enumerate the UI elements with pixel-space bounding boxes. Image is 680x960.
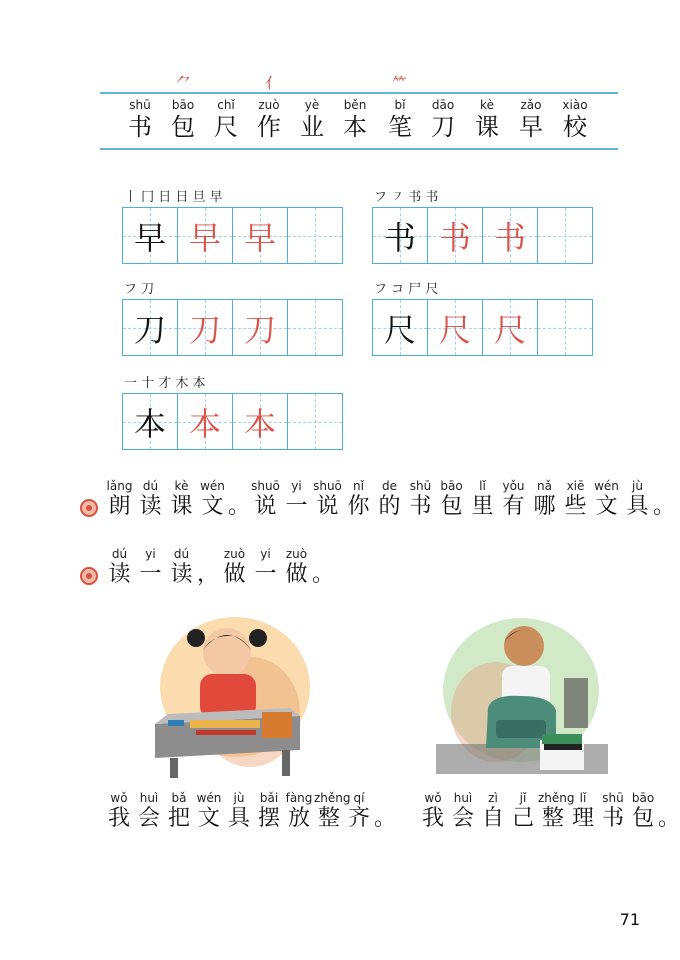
hanzi: 会: [137, 806, 160, 831]
hanzi: 读: [139, 494, 162, 519]
writing-grid-chi: [372, 299, 593, 356]
hanzi: 说: [316, 494, 339, 519]
hanzi: 具: [227, 806, 250, 831]
word: [284, 790, 314, 832]
pinyin: xiē: [566, 479, 585, 493]
word: [281, 478, 312, 520]
hanzi: 具: [626, 494, 649, 519]
word: [104, 478, 135, 520]
pinyin: kè: [174, 479, 189, 493]
pinyin: fàng: [285, 791, 313, 805]
grid-cell-trace: 书: [428, 208, 483, 263]
word: [314, 790, 351, 832]
grid-cell-empty[interactable]: [538, 208, 592, 263]
word: [281, 546, 312, 588]
vocab-word: [382, 97, 418, 141]
exercise-do-text: [104, 546, 334, 588]
hanzi: 包: [171, 113, 195, 141]
word: [219, 546, 250, 588]
vocab-word: [337, 97, 373, 141]
pinyin: [374, 790, 392, 806]
hanzi: 做: [223, 562, 246, 587]
vocab-bottom-line: [100, 148, 618, 150]
vocab-row: [0, 97, 680, 147]
word: [653, 478, 675, 520]
grid-cell-trace: 尺: [483, 300, 538, 355]
pinyin: zhěng: [314, 791, 351, 805]
pinyin: zuò: [285, 547, 308, 561]
hanzi: 课: [475, 113, 499, 141]
radical-1: ⺈: [176, 74, 192, 92]
pinyin: yè: [304, 98, 320, 112]
word: [104, 546, 135, 588]
pinyin: dú: [173, 547, 190, 561]
pinyin: zì: [488, 791, 498, 805]
pinyin: wén: [200, 479, 225, 493]
hanzi: 文: [201, 494, 224, 519]
grid-cell-trace: 本: [178, 394, 233, 449]
word: [529, 478, 560, 520]
grid-cell-model: 本: [123, 394, 178, 449]
hanzi: 一: [139, 562, 162, 587]
word: [312, 546, 334, 588]
vocab-word: [513, 97, 549, 141]
word: [478, 790, 508, 832]
vocab-word: [208, 97, 244, 141]
hanzi: 齐: [347, 806, 370, 831]
word: [498, 478, 529, 520]
grid-cell-trace: 早: [233, 208, 288, 263]
hanzi: 文: [197, 806, 220, 831]
hanzi: 。: [312, 562, 335, 587]
grid-cell-model: 刀: [123, 300, 178, 355]
pinyin: nǎ: [537, 479, 552, 493]
stroke-order-dao: フ 刀: [124, 282, 155, 297]
hanzi: 自: [481, 806, 504, 831]
pinyin: lǐ: [479, 479, 486, 493]
hanzi: 。: [658, 806, 680, 831]
pinyin: bāo: [171, 98, 195, 112]
hanzi: 说: [254, 494, 277, 519]
pinyin: bǎi: [259, 791, 279, 805]
hanzi: 整: [541, 806, 564, 831]
pinyin: qí: [353, 791, 365, 805]
word: [508, 790, 538, 832]
word: [568, 790, 598, 832]
grid-cell-trace: 刀: [233, 300, 288, 355]
hanzi: 有: [502, 494, 525, 519]
hanzi: 会: [451, 806, 474, 831]
exercise-read-text: [104, 478, 675, 520]
pinyin: yǒu: [502, 479, 525, 493]
word: [343, 478, 374, 520]
hanzi: 文: [595, 494, 618, 519]
exercise-bullet-icon: [80, 567, 98, 585]
word: [418, 790, 448, 832]
word: [658, 790, 680, 832]
pinyin: chǐ: [217, 98, 235, 112]
vocab-word: [251, 97, 287, 141]
writing-grid-dao: [122, 299, 343, 356]
word: [166, 478, 197, 520]
hanzi: 里: [471, 494, 494, 519]
word: [135, 478, 166, 520]
word: [197, 546, 219, 588]
word: [622, 478, 653, 520]
word: [135, 546, 166, 588]
hanzi: 的: [378, 494, 401, 519]
word: [538, 790, 575, 832]
word: [344, 790, 374, 832]
pinyin: [658, 790, 676, 806]
hanzi: 早: [519, 113, 543, 141]
pinyin: kè: [480, 98, 494, 112]
hanzi: 课: [170, 494, 193, 519]
pinyin: jù: [233, 791, 245, 805]
hanzi: 己: [511, 806, 534, 831]
pinyin: huì: [139, 791, 159, 805]
vocab-word: [165, 97, 201, 141]
pinyin: [228, 478, 250, 494]
grid-cell-trace: 刀: [178, 300, 233, 355]
hanzi: 一: [285, 494, 308, 519]
hanzi: 摆: [257, 806, 280, 831]
pinyin: shū: [409, 479, 432, 493]
word: [194, 790, 224, 832]
word: [467, 478, 498, 520]
pinyin: bāo: [631, 791, 655, 805]
hanzi: 你: [347, 494, 370, 519]
word: [374, 790, 397, 832]
hanzi: 哪: [533, 494, 556, 519]
pinyin: yi: [291, 479, 302, 493]
grid-cell-model: 早: [123, 208, 178, 263]
pinyin: wén: [196, 791, 222, 805]
grid-cell-empty[interactable]: [288, 208, 342, 263]
pinyin: shuō: [313, 479, 342, 493]
pinyin: zǎo: [520, 98, 542, 112]
vocab-word: [425, 97, 461, 141]
pinyin: jù: [632, 479, 643, 493]
hanzi: 业: [300, 113, 324, 141]
hanzi: 。: [374, 806, 397, 831]
exercise-bullet-icon: [80, 499, 98, 517]
pinyin: jǐ: [519, 791, 527, 805]
caption-right: [418, 790, 680, 832]
vocab-word: [294, 97, 330, 141]
hanzi: 包: [440, 494, 463, 519]
word: [166, 546, 197, 588]
pinyin: bāo: [440, 479, 463, 493]
hanzi: 读: [170, 562, 193, 587]
word: [197, 478, 228, 520]
stroke-order-ben: 一 十 才 木 本: [124, 376, 206, 391]
hanzi: 作: [257, 113, 281, 141]
vocab-word: [122, 97, 158, 141]
pinyin: huì: [453, 791, 473, 805]
vocab-top-line: [100, 92, 618, 94]
hanzi: 理: [571, 806, 594, 831]
pinyin: wǒ: [110, 791, 128, 805]
word: [312, 478, 343, 520]
vocab-word: [557, 97, 593, 141]
stroke-order-zao: 丨 冂 日 日 旦 早: [124, 190, 223, 205]
hanzi: 书: [128, 113, 152, 141]
hanzi: 书: [601, 806, 624, 831]
hanzi: 做: [285, 562, 308, 587]
word: [224, 790, 254, 832]
hanzi: ，: [197, 562, 220, 587]
pinyin: xiào: [562, 98, 588, 112]
hanzi: 整: [317, 806, 340, 831]
writing-grid-shu: [372, 207, 593, 264]
hanzi: 把: [167, 806, 190, 831]
radical-2: 亻: [265, 74, 281, 92]
pinyin: dāo: [431, 98, 455, 112]
pinyin: shū: [129, 98, 151, 112]
grid-cell-model: 书: [373, 208, 428, 263]
girl-arranging-stationery-illustration: [150, 612, 310, 780]
hanzi: 些: [564, 494, 587, 519]
word: [250, 478, 281, 520]
word: [164, 790, 194, 832]
pinyin: zuò: [223, 547, 246, 561]
pinyin: lǎng: [106, 479, 133, 493]
grid-cell-trace: 早: [178, 208, 233, 263]
hanzi: 包: [631, 806, 654, 831]
hanzi: 笔: [388, 113, 412, 141]
pinyin: bǐ: [394, 98, 406, 112]
word: [628, 790, 658, 832]
pinyin: yi: [260, 547, 271, 561]
pinyin: [653, 478, 675, 494]
hanzi: 书: [409, 494, 432, 519]
hanzi: 刀: [431, 113, 455, 141]
pinyin: zhěng: [538, 791, 575, 805]
pinyin: nǐ: [353, 479, 364, 493]
pinyin: de: [382, 479, 397, 493]
stroke-order-chi: フ コ 尸 尺: [374, 282, 439, 297]
radical-3: ⺮: [392, 74, 408, 92]
pinyin: [312, 546, 334, 562]
hanzi: 我: [107, 806, 130, 831]
word: [228, 478, 250, 520]
hanzi: 本: [343, 113, 367, 141]
pinyin: shuō: [251, 479, 280, 493]
page-number: 71: [619, 910, 640, 929]
pinyin: [197, 546, 219, 562]
word: [591, 478, 622, 520]
vocab-word: [469, 97, 505, 141]
word: [250, 546, 281, 588]
word: [254, 790, 284, 832]
grid-cell-empty[interactable]: [538, 300, 592, 355]
hanzi: 校: [563, 113, 587, 141]
pinyin: zuò: [258, 98, 280, 112]
word: [448, 790, 478, 832]
hanzi: 朗: [108, 494, 131, 519]
pinyin: bǎ: [171, 791, 187, 805]
writing-grid-ben: [122, 393, 343, 450]
pinyin: yi: [145, 547, 156, 561]
hanzi: 放: [287, 806, 310, 831]
hanzi: 一: [254, 562, 277, 587]
hanzi: 。: [653, 494, 676, 519]
pinyin: lǐ: [579, 791, 587, 805]
boy-packing-schoolbag-illustration: [436, 612, 608, 780]
word: [134, 790, 164, 832]
pinyin: dú: [142, 479, 159, 493]
hanzi: 尺: [214, 113, 238, 141]
word: [374, 478, 405, 520]
grid-cell-trace: 尺: [428, 300, 483, 355]
grid-cell-empty[interactable]: [288, 300, 342, 355]
pinyin: dú: [111, 547, 128, 561]
pinyin: wǒ: [424, 791, 442, 805]
word: [560, 478, 591, 520]
word: [104, 790, 134, 832]
pinyin: wén: [594, 479, 619, 493]
writing-grid-zao: [122, 207, 343, 264]
grid-cell-empty[interactable]: [288, 394, 342, 449]
hanzi: 读: [108, 562, 131, 587]
word: [598, 790, 628, 832]
grid-cell-trace: 书: [483, 208, 538, 263]
stroke-order-shu: フ ㇇ 书 书: [374, 190, 439, 205]
grid-cell-model: 尺: [373, 300, 428, 355]
caption-left: [104, 790, 397, 832]
hanzi: 我: [421, 806, 444, 831]
pinyin: shū: [602, 791, 624, 805]
grid-cell-trace: 本: [233, 394, 288, 449]
hanzi: 。: [228, 494, 251, 519]
pinyin: běn: [343, 98, 367, 112]
word: [405, 478, 436, 520]
word: [436, 478, 467, 520]
